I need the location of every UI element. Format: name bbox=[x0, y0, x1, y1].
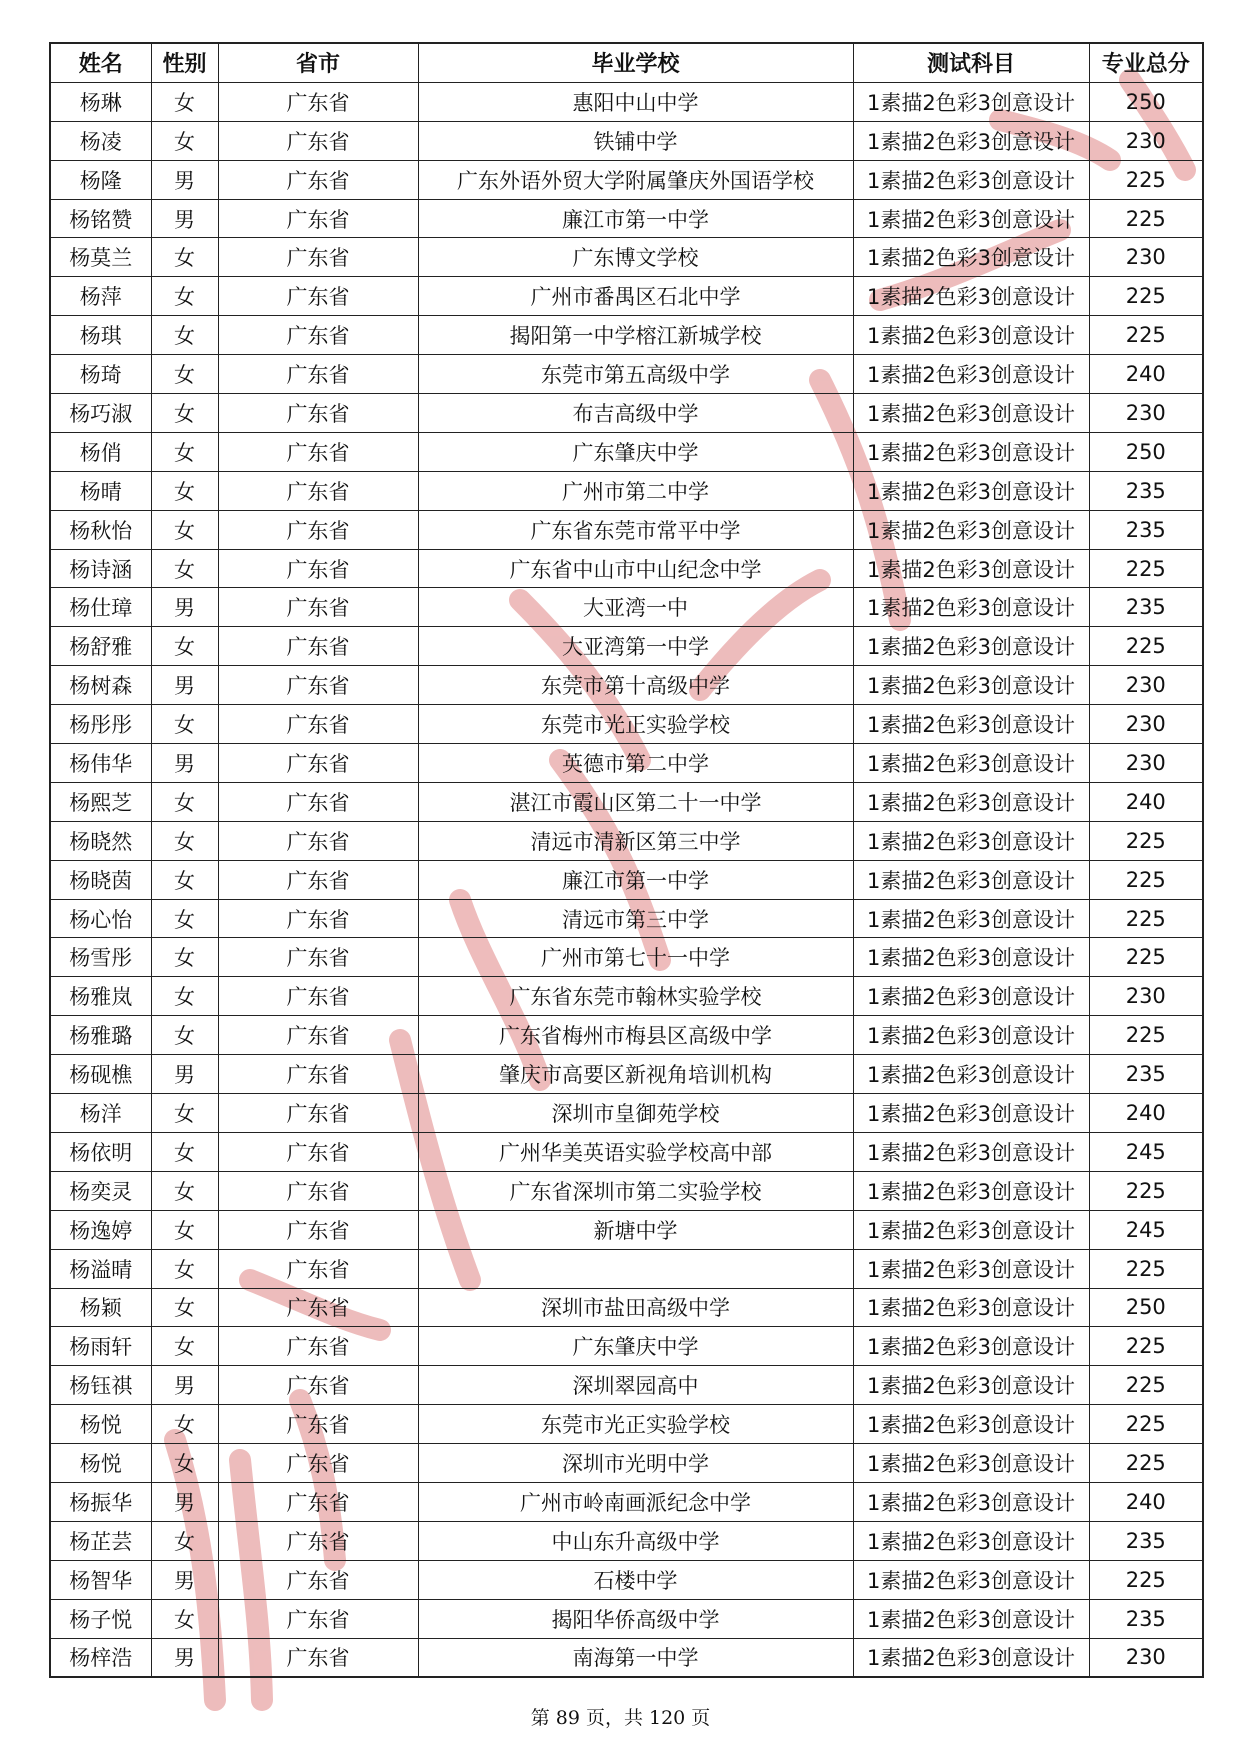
cell-school: 广州市第二中学 bbox=[418, 471, 853, 510]
cell-school: 广东省东莞市翰林实验学校 bbox=[418, 977, 853, 1016]
cell-name: 杨琳 bbox=[50, 82, 151, 121]
cell-province: 广东省 bbox=[218, 1444, 418, 1483]
cell-province: 广东省 bbox=[218, 977, 418, 1016]
cell-name: 杨悦 bbox=[50, 1405, 151, 1444]
cell-subject: 1素描2色彩3创意设计 bbox=[853, 1521, 1089, 1560]
cell-subject: 1素描2色彩3创意设计 bbox=[853, 1288, 1089, 1327]
cell-score: 230 bbox=[1089, 238, 1203, 277]
cell-subject: 1素描2色彩3创意设计 bbox=[853, 1638, 1089, 1677]
cell-score: 235 bbox=[1089, 1599, 1203, 1638]
cell-school: 东莞市光正实验学校 bbox=[418, 705, 853, 744]
table-row bbox=[50, 1016, 1203, 1055]
cell-school: 揭阳华侨高级中学 bbox=[418, 1599, 853, 1638]
table-row bbox=[50, 1599, 1203, 1638]
cell-subject: 1素描2色彩3创意设计 bbox=[853, 549, 1089, 588]
header-school: 毕业学校 bbox=[418, 43, 853, 82]
cell-gender: 男 bbox=[151, 1482, 218, 1521]
cell-province: 广东省 bbox=[218, 1171, 418, 1210]
cell-gender: 女 bbox=[151, 1521, 218, 1560]
table-row bbox=[50, 394, 1203, 433]
cell-name: 杨萍 bbox=[50, 277, 151, 316]
cell-subject: 1素描2色彩3创意设计 bbox=[853, 899, 1089, 938]
table-row bbox=[50, 1366, 1203, 1405]
cell-score: 235 bbox=[1089, 471, 1203, 510]
table-row bbox=[50, 432, 1203, 471]
cell-subject: 1素描2色彩3创意设计 bbox=[853, 355, 1089, 394]
table-row bbox=[50, 627, 1203, 666]
cell-score: 250 bbox=[1089, 1288, 1203, 1327]
cell-score: 225 bbox=[1089, 860, 1203, 899]
cell-gender: 女 bbox=[151, 1132, 218, 1171]
cell-gender: 男 bbox=[151, 199, 218, 238]
cell-name: 杨隆 bbox=[50, 160, 151, 199]
cell-province: 广东省 bbox=[218, 1327, 418, 1366]
cell-score: 230 bbox=[1089, 1638, 1203, 1677]
cell-school: 广东肇庆中学 bbox=[418, 432, 853, 471]
cell-province: 广东省 bbox=[218, 316, 418, 355]
cell-province: 广东省 bbox=[218, 1016, 418, 1055]
cell-score: 240 bbox=[1089, 782, 1203, 821]
cell-school: 南海第一中学 bbox=[418, 1638, 853, 1677]
table-row bbox=[50, 1327, 1203, 1366]
cell-score: 225 bbox=[1089, 899, 1203, 938]
cell-school: 英德市第二中学 bbox=[418, 744, 853, 783]
cell-gender: 女 bbox=[151, 1249, 218, 1288]
cell-name: 杨仕璋 bbox=[50, 588, 151, 627]
cell-gender: 女 bbox=[151, 938, 218, 977]
cell-score: 240 bbox=[1089, 355, 1203, 394]
cell-name: 杨熙芝 bbox=[50, 782, 151, 821]
cell-subject: 1素描2色彩3创意设计 bbox=[853, 277, 1089, 316]
cell-name: 杨莫兰 bbox=[50, 238, 151, 277]
table-row bbox=[50, 977, 1203, 1016]
cell-subject: 1素描2色彩3创意设计 bbox=[853, 1560, 1089, 1599]
cell-school: 中山东升高级中学 bbox=[418, 1521, 853, 1560]
table-row bbox=[50, 744, 1203, 783]
score-table bbox=[49, 42, 1204, 1678]
table-row bbox=[50, 899, 1203, 938]
cell-school: 东莞市第五高级中学 bbox=[418, 355, 853, 394]
cell-name: 杨心怡 bbox=[50, 899, 151, 938]
table-row bbox=[50, 316, 1203, 355]
cell-name: 杨彤彤 bbox=[50, 705, 151, 744]
cell-score: 230 bbox=[1089, 744, 1203, 783]
cell-gender: 女 bbox=[151, 1171, 218, 1210]
cell-school: 广州华美英语实验学校高中部 bbox=[418, 1132, 853, 1171]
cell-score: 245 bbox=[1089, 1132, 1203, 1171]
cell-score: 225 bbox=[1089, 1405, 1203, 1444]
cell-name: 杨雨轩 bbox=[50, 1327, 151, 1366]
table-row bbox=[50, 705, 1203, 744]
cell-name: 杨树森 bbox=[50, 666, 151, 705]
cell-gender: 女 bbox=[151, 1288, 218, 1327]
cell-school: 东莞市光正实验学校 bbox=[418, 1405, 853, 1444]
cell-gender: 女 bbox=[151, 121, 218, 160]
cell-gender: 女 bbox=[151, 782, 218, 821]
cell-gender: 女 bbox=[151, 821, 218, 860]
cell-score: 225 bbox=[1089, 549, 1203, 588]
cell-name: 杨颖 bbox=[50, 1288, 151, 1327]
table-row bbox=[50, 160, 1203, 199]
cell-subject: 1素描2色彩3创意设计 bbox=[853, 1327, 1089, 1366]
table-row bbox=[50, 277, 1203, 316]
table-row bbox=[50, 1521, 1203, 1560]
cell-name: 杨诗涵 bbox=[50, 549, 151, 588]
cell-province: 广东省 bbox=[218, 1055, 418, 1094]
cell-gender: 女 bbox=[151, 1210, 218, 1249]
cell-school: 深圳市皇御苑学校 bbox=[418, 1094, 853, 1133]
cell-school: 布吉高级中学 bbox=[418, 394, 853, 433]
table-row bbox=[50, 1094, 1203, 1133]
cell-gender: 女 bbox=[151, 1405, 218, 1444]
table-row bbox=[50, 1482, 1203, 1521]
cell-school: 广东省深圳市第二实验学校 bbox=[418, 1171, 853, 1210]
cell-subject: 1素描2色彩3创意设计 bbox=[853, 588, 1089, 627]
cell-subject: 1素描2色彩3创意设计 bbox=[853, 432, 1089, 471]
cell-score: 235 bbox=[1089, 1521, 1203, 1560]
cell-name: 杨伟华 bbox=[50, 744, 151, 783]
cell-school: 深圳市盐田高级中学 bbox=[418, 1288, 853, 1327]
table-row bbox=[50, 1638, 1203, 1677]
cell-score: 225 bbox=[1089, 1327, 1203, 1366]
cell-score: 240 bbox=[1089, 1482, 1203, 1521]
cell-score: 225 bbox=[1089, 627, 1203, 666]
table-row bbox=[50, 821, 1203, 860]
cell-gender: 女 bbox=[151, 394, 218, 433]
cell-province: 广东省 bbox=[218, 860, 418, 899]
cell-school: 深圳市光明中学 bbox=[418, 1444, 853, 1483]
table-row bbox=[50, 782, 1203, 821]
table-row bbox=[50, 1444, 1203, 1483]
cell-gender: 女 bbox=[151, 899, 218, 938]
cell-name: 杨凌 bbox=[50, 121, 151, 160]
cell-score: 225 bbox=[1089, 1444, 1203, 1483]
table-row bbox=[50, 1560, 1203, 1599]
cell-gender: 男 bbox=[151, 1638, 218, 1677]
cell-subject: 1素描2色彩3创意设计 bbox=[853, 666, 1089, 705]
table-row bbox=[50, 1132, 1203, 1171]
table-row bbox=[50, 121, 1203, 160]
cell-province: 广东省 bbox=[218, 1638, 418, 1677]
cell-province: 广东省 bbox=[218, 782, 418, 821]
cell-subject: 1素描2色彩3创意设计 bbox=[853, 121, 1089, 160]
cell-name: 杨智华 bbox=[50, 1560, 151, 1599]
table-row bbox=[50, 1405, 1203, 1444]
cell-name: 杨子悦 bbox=[50, 1599, 151, 1638]
cell-name: 杨溢晴 bbox=[50, 1249, 151, 1288]
cell-gender: 男 bbox=[151, 1055, 218, 1094]
cell-province: 广东省 bbox=[218, 1366, 418, 1405]
cell-province: 广东省 bbox=[218, 355, 418, 394]
cell-gender: 女 bbox=[151, 705, 218, 744]
cell-subject: 1素描2色彩3创意设计 bbox=[853, 471, 1089, 510]
cell-subject: 1素描2色彩3创意设计 bbox=[853, 705, 1089, 744]
cell-school bbox=[418, 1249, 853, 1288]
cell-province: 广东省 bbox=[218, 238, 418, 277]
cell-school: 清远市第三中学 bbox=[418, 899, 853, 938]
cell-subject: 1素描2色彩3创意设计 bbox=[853, 394, 1089, 433]
cell-subject: 1素描2色彩3创意设计 bbox=[853, 1444, 1089, 1483]
cell-gender: 男 bbox=[151, 1560, 218, 1599]
cell-school: 肇庆市高要区新视角培训机构 bbox=[418, 1055, 853, 1094]
cell-name: 杨雅璐 bbox=[50, 1016, 151, 1055]
cell-subject: 1素描2色彩3创意设计 bbox=[853, 627, 1089, 666]
table-row bbox=[50, 471, 1203, 510]
cell-school: 广东省中山市中山纪念中学 bbox=[418, 549, 853, 588]
cell-name: 杨梓浩 bbox=[50, 1638, 151, 1677]
cell-score: 245 bbox=[1089, 1210, 1203, 1249]
cell-name: 杨钰祺 bbox=[50, 1366, 151, 1405]
cell-score: 230 bbox=[1089, 121, 1203, 160]
cell-score: 230 bbox=[1089, 666, 1203, 705]
cell-subject: 1素描2色彩3创意设计 bbox=[853, 1094, 1089, 1133]
table-row bbox=[50, 666, 1203, 705]
cell-school: 惠阳中山中学 bbox=[418, 82, 853, 121]
header-gender: 性别 bbox=[151, 43, 218, 82]
cell-province: 广东省 bbox=[218, 666, 418, 705]
cell-name: 杨砚樵 bbox=[50, 1055, 151, 1094]
cell-score: 225 bbox=[1089, 277, 1203, 316]
cell-gender: 男 bbox=[151, 588, 218, 627]
cell-province: 广东省 bbox=[218, 82, 418, 121]
table-header-row bbox=[50, 43, 1203, 82]
cell-province: 广东省 bbox=[218, 627, 418, 666]
cell-subject: 1素描2色彩3创意设计 bbox=[853, 821, 1089, 860]
cell-subject: 1素描2色彩3创意设计 bbox=[853, 1366, 1089, 1405]
cell-name: 杨洋 bbox=[50, 1094, 151, 1133]
cell-score: 230 bbox=[1089, 977, 1203, 1016]
cell-name: 杨振华 bbox=[50, 1482, 151, 1521]
cell-gender: 女 bbox=[151, 471, 218, 510]
table-row bbox=[50, 938, 1203, 977]
cell-name: 杨逸婷 bbox=[50, 1210, 151, 1249]
cell-score: 225 bbox=[1089, 199, 1203, 238]
cell-score: 225 bbox=[1089, 821, 1203, 860]
cell-gender: 女 bbox=[151, 1327, 218, 1366]
table-row bbox=[50, 510, 1203, 549]
table-row bbox=[50, 588, 1203, 627]
cell-province: 广东省 bbox=[218, 1132, 418, 1171]
cell-gender: 女 bbox=[151, 977, 218, 1016]
cell-subject: 1素描2色彩3创意设计 bbox=[853, 977, 1089, 1016]
cell-subject: 1素描2色彩3创意设计 bbox=[853, 510, 1089, 549]
cell-name: 杨芷芸 bbox=[50, 1521, 151, 1560]
cell-score: 230 bbox=[1089, 394, 1203, 433]
cell-score: 235 bbox=[1089, 510, 1203, 549]
cell-province: 广东省 bbox=[218, 1094, 418, 1133]
cell-subject: 1素描2色彩3创意设计 bbox=[853, 938, 1089, 977]
cell-gender: 男 bbox=[151, 1366, 218, 1405]
cell-gender: 男 bbox=[151, 666, 218, 705]
cell-subject: 1素描2色彩3创意设计 bbox=[853, 744, 1089, 783]
cell-province: 广东省 bbox=[218, 938, 418, 977]
table-row bbox=[50, 1288, 1203, 1327]
cell-name: 杨雅岚 bbox=[50, 977, 151, 1016]
cell-school: 广东肇庆中学 bbox=[418, 1327, 853, 1366]
cell-school: 大亚湾一中 bbox=[418, 588, 853, 627]
page-footer: 第 89 页，共 120 页 bbox=[530, 1707, 711, 1729]
table-row bbox=[50, 1055, 1203, 1094]
header-name: 姓名 bbox=[50, 43, 151, 82]
cell-gender: 女 bbox=[151, 1016, 218, 1055]
cell-subject: 1素描2色彩3创意设计 bbox=[853, 199, 1089, 238]
cell-score: 225 bbox=[1089, 1366, 1203, 1405]
cell-subject: 1素描2色彩3创意设计 bbox=[853, 860, 1089, 899]
table-row bbox=[50, 199, 1203, 238]
cell-subject: 1素描2色彩3创意设计 bbox=[853, 1599, 1089, 1638]
cell-name: 杨秋怡 bbox=[50, 510, 151, 549]
table-row bbox=[50, 860, 1203, 899]
cell-school: 揭阳第一中学榕江新城学校 bbox=[418, 316, 853, 355]
cell-school: 广东省东莞市常平中学 bbox=[418, 510, 853, 549]
cell-gender: 女 bbox=[151, 1599, 218, 1638]
cell-gender: 女 bbox=[151, 1444, 218, 1483]
cell-name: 杨舒雅 bbox=[50, 627, 151, 666]
cell-province: 广东省 bbox=[218, 394, 418, 433]
cell-name: 杨奕灵 bbox=[50, 1171, 151, 1210]
cell-name: 杨俏 bbox=[50, 432, 151, 471]
cell-gender: 女 bbox=[151, 1094, 218, 1133]
cell-subject: 1素描2色彩3创意设计 bbox=[853, 238, 1089, 277]
header-subject: 测试科目 bbox=[853, 43, 1089, 82]
cell-province: 广东省 bbox=[218, 1482, 418, 1521]
cell-gender: 女 bbox=[151, 860, 218, 899]
cell-name: 杨铭赞 bbox=[50, 199, 151, 238]
table-row bbox=[50, 1249, 1203, 1288]
header-score: 专业总分 bbox=[1089, 43, 1203, 82]
cell-subject: 1素描2色彩3创意设计 bbox=[853, 1171, 1089, 1210]
cell-school: 湛江市霞山区第二十一中学 bbox=[418, 782, 853, 821]
cell-province: 广东省 bbox=[218, 744, 418, 783]
cell-subject: 1素描2色彩3创意设计 bbox=[853, 1055, 1089, 1094]
cell-province: 广东省 bbox=[218, 1288, 418, 1327]
cell-score: 225 bbox=[1089, 938, 1203, 977]
cell-score: 225 bbox=[1089, 160, 1203, 199]
cell-name: 杨悦 bbox=[50, 1444, 151, 1483]
cell-subject: 1素描2色彩3创意设计 bbox=[853, 1016, 1089, 1055]
cell-province: 广东省 bbox=[218, 1210, 418, 1249]
cell-name: 杨晴 bbox=[50, 471, 151, 510]
cell-province: 广东省 bbox=[218, 1521, 418, 1560]
cell-province: 广东省 bbox=[218, 471, 418, 510]
cell-subject: 1素描2色彩3创意设计 bbox=[853, 1132, 1089, 1171]
cell-province: 广东省 bbox=[218, 432, 418, 471]
cell-school: 新塘中学 bbox=[418, 1210, 853, 1249]
cell-school: 广州市番禺区石北中学 bbox=[418, 277, 853, 316]
cell-score: 225 bbox=[1089, 1249, 1203, 1288]
cell-gender: 女 bbox=[151, 627, 218, 666]
cell-gender: 女 bbox=[151, 549, 218, 588]
cell-school: 铁铺中学 bbox=[418, 121, 853, 160]
cell-province: 广东省 bbox=[218, 160, 418, 199]
cell-school: 大亚湾第一中学 bbox=[418, 627, 853, 666]
cell-gender: 女 bbox=[151, 355, 218, 394]
cell-province: 广东省 bbox=[218, 1249, 418, 1288]
cell-province: 广东省 bbox=[218, 588, 418, 627]
cell-name: 杨雪彤 bbox=[50, 938, 151, 977]
cell-gender: 男 bbox=[151, 160, 218, 199]
table-row bbox=[50, 1210, 1203, 1249]
cell-school: 深圳翠园高中 bbox=[418, 1366, 853, 1405]
cell-name: 杨琪 bbox=[50, 316, 151, 355]
cell-name: 杨依明 bbox=[50, 1132, 151, 1171]
cell-school: 广州市岭南画派纪念中学 bbox=[418, 1482, 853, 1521]
cell-gender: 女 bbox=[151, 238, 218, 277]
cell-name: 杨晓茵 bbox=[50, 860, 151, 899]
cell-province: 广东省 bbox=[218, 899, 418, 938]
cell-school: 广州市第七十一中学 bbox=[418, 938, 853, 977]
cell-gender: 女 bbox=[151, 316, 218, 355]
cell-gender: 男 bbox=[151, 744, 218, 783]
cell-subject: 1素描2色彩3创意设计 bbox=[853, 82, 1089, 121]
table-row bbox=[50, 355, 1203, 394]
table-row bbox=[50, 238, 1203, 277]
cell-gender: 女 bbox=[151, 510, 218, 549]
cell-province: 广东省 bbox=[218, 705, 418, 744]
cell-subject: 1素描2色彩3创意设计 bbox=[853, 782, 1089, 821]
cell-school: 廉江市第一中学 bbox=[418, 860, 853, 899]
cell-subject: 1素描2色彩3创意设计 bbox=[853, 316, 1089, 355]
cell-name: 杨琦 bbox=[50, 355, 151, 394]
cell-score: 225 bbox=[1089, 1016, 1203, 1055]
cell-province: 广东省 bbox=[218, 199, 418, 238]
cell-school: 廉江市第一中学 bbox=[418, 199, 853, 238]
table-row bbox=[50, 1171, 1203, 1210]
cell-score: 225 bbox=[1089, 1171, 1203, 1210]
cell-subject: 1素描2色彩3创意设计 bbox=[853, 160, 1089, 199]
cell-score: 235 bbox=[1089, 588, 1203, 627]
cell-school: 广东博文学校 bbox=[418, 238, 853, 277]
cell-province: 广东省 bbox=[218, 1405, 418, 1444]
cell-gender: 女 bbox=[151, 82, 218, 121]
cell-score: 225 bbox=[1089, 316, 1203, 355]
cell-province: 广东省 bbox=[218, 121, 418, 160]
cell-province: 广东省 bbox=[218, 1560, 418, 1599]
cell-school: 广东外语外贸大学附属肇庆外国语学校 bbox=[418, 160, 853, 199]
cell-subject: 1素描2色彩3创意设计 bbox=[853, 1210, 1089, 1249]
cell-province: 广东省 bbox=[218, 1599, 418, 1638]
cell-province: 广东省 bbox=[218, 549, 418, 588]
cell-score: 230 bbox=[1089, 705, 1203, 744]
cell-school: 石楼中学 bbox=[418, 1560, 853, 1599]
cell-score: 225 bbox=[1089, 1560, 1203, 1599]
header-province: 省市 bbox=[218, 43, 418, 82]
cell-subject: 1素描2色彩3创意设计 bbox=[853, 1405, 1089, 1444]
cell-province: 广东省 bbox=[218, 277, 418, 316]
cell-score: 235 bbox=[1089, 1055, 1203, 1094]
cell-subject: 1素描2色彩3创意设计 bbox=[853, 1249, 1089, 1288]
cell-school: 东莞市第十高级中学 bbox=[418, 666, 853, 705]
cell-school: 广东省梅州市梅县区高级中学 bbox=[418, 1016, 853, 1055]
cell-province: 广东省 bbox=[218, 821, 418, 860]
cell-score: 250 bbox=[1089, 432, 1203, 471]
cell-gender: 女 bbox=[151, 432, 218, 471]
table-row bbox=[50, 549, 1203, 588]
cell-name: 杨巧淑 bbox=[50, 394, 151, 433]
cell-subject: 1素描2色彩3创意设计 bbox=[853, 1482, 1089, 1521]
cell-score: 240 bbox=[1089, 1094, 1203, 1133]
cell-name: 杨晓然 bbox=[50, 821, 151, 860]
cell-province: 广东省 bbox=[218, 510, 418, 549]
cell-score: 250 bbox=[1089, 82, 1203, 121]
cell-gender: 女 bbox=[151, 277, 218, 316]
table-row bbox=[50, 82, 1203, 121]
cell-school: 清远市清新区第三中学 bbox=[418, 821, 853, 860]
